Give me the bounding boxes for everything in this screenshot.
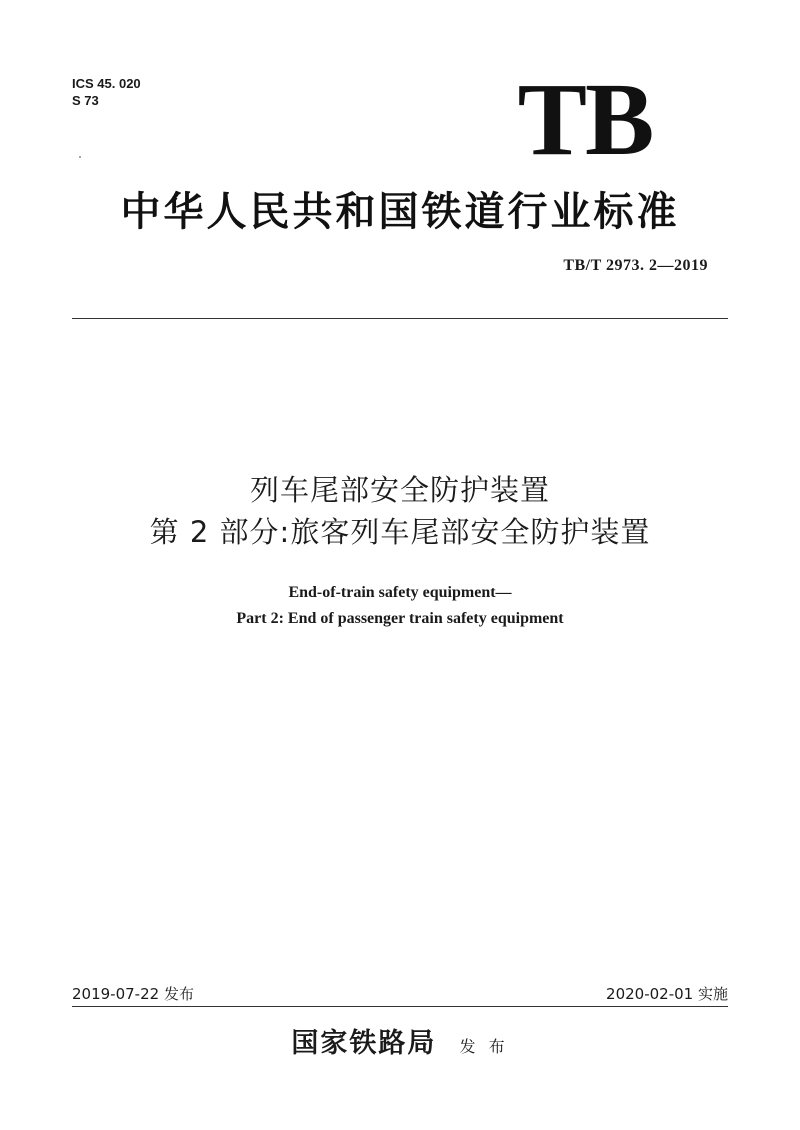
title-en-line1: End-of-train safety equipment— [288, 584, 512, 601]
publish-label: 发 布 [459, 1037, 509, 1056]
issue-date: 2019-07-22 发布 [72, 985, 194, 1003]
title-zh-line2: 第 2 部分:旅客列车尾部安全防护装置 [149, 515, 651, 549]
bottom-divider [72, 1006, 728, 1007]
title-zh-line1: 列车尾部安全防护装置 [249, 473, 550, 507]
scan-speck [79, 156, 81, 158]
tb-logo: TB [517, 62, 653, 177]
ics-code: ICS 45. 020 [72, 76, 141, 91]
top-divider [72, 318, 728, 319]
standard-category: 中华人民共和国铁道行业标准 [120, 188, 680, 235]
ccs-code: S 73 [72, 93, 99, 108]
publisher-line [0, 1026, 800, 1065]
publisher-name: 国家铁路局 [291, 1028, 437, 1059]
title-en-line2: Part 2: End of passenger train safety equipment [236, 610, 564, 627]
standard-code: TB/T 2973. 2—2019 [563, 257, 708, 274]
implementation-date: 2020-02-01 实施 [606, 985, 728, 1003]
